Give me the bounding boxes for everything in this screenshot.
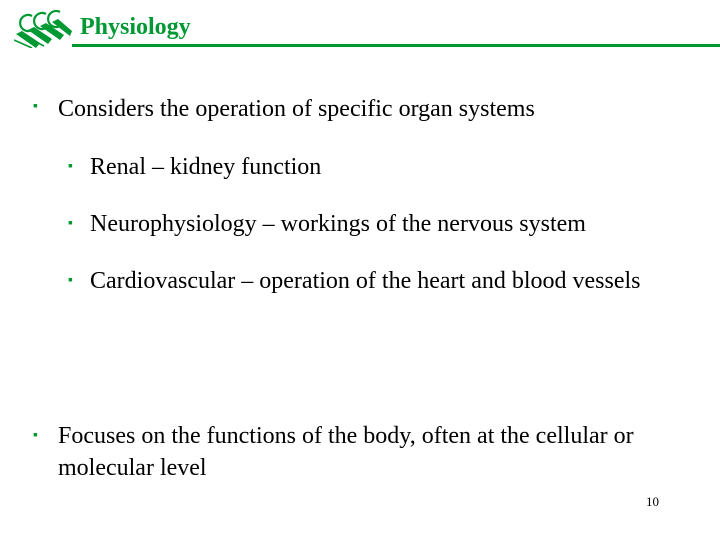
page-number: 10: [646, 494, 659, 509]
bullet-neurophysiology: Neurophysiology – workings of the nervous system: [90, 211, 586, 237]
bullet-cardiovascular: Cardiovascular – operation of the heart and blood vessels: [90, 268, 641, 294]
square-bullet-icon: ▪: [33, 99, 38, 114]
square-bullet-icon: ▪: [68, 159, 73, 174]
square-bullet-icon: ▪: [68, 216, 73, 231]
slide-title: Physiology: [80, 14, 191, 40]
title-underline: [72, 44, 720, 47]
square-bullet-icon: ▪: [68, 273, 73, 288]
square-bullet-icon: ▪: [33, 428, 38, 443]
bullet-focuses: Focuses on the functions of the body, often at the cellular or molecular level: [58, 423, 634, 481]
bullet-considers: Considers the operation of specific organ systems: [58, 96, 535, 122]
bullet-renal: Renal – kidney function: [90, 154, 322, 180]
ecc-logo-icon: [14, 10, 72, 48]
